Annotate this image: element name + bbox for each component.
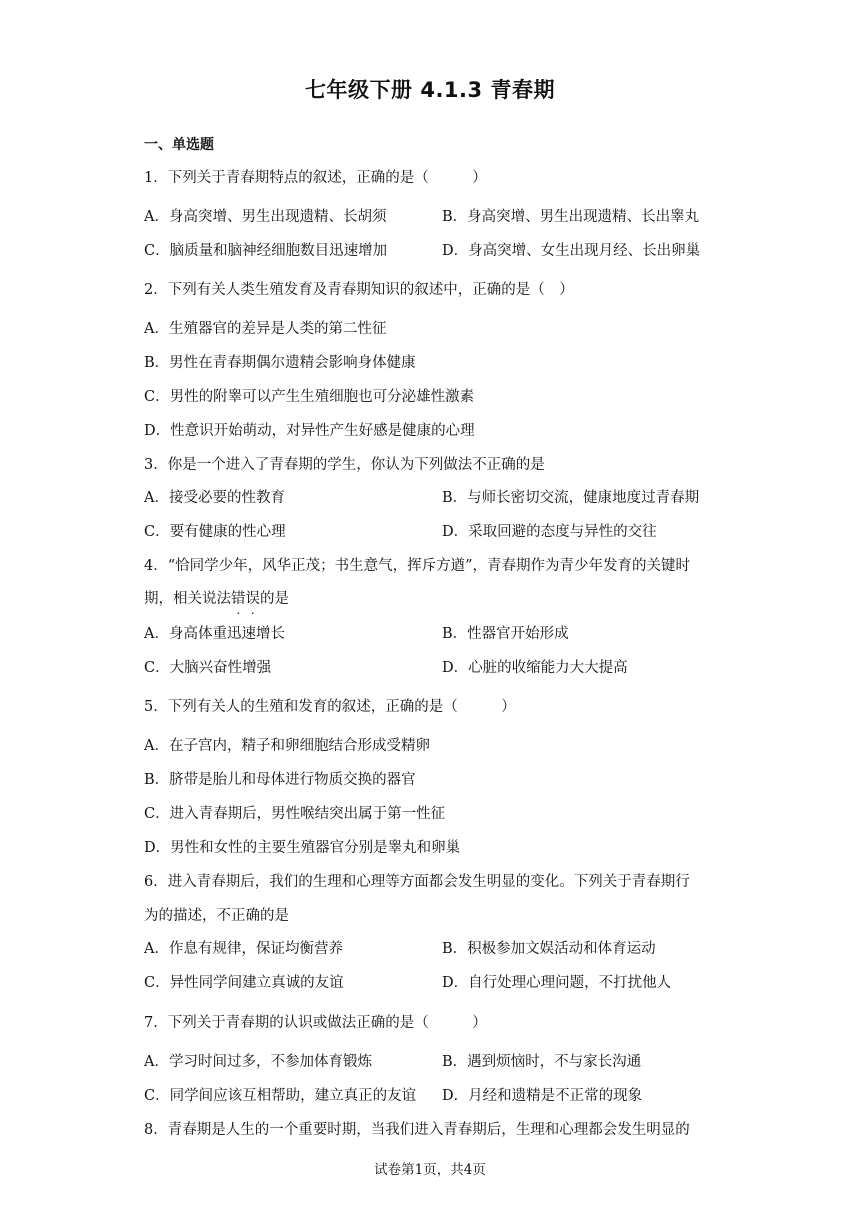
question-1-option-a: A．身高突增、男生出现遗精、长胡须 [144, 209, 387, 225]
question-6-option-b: B．积极参加文娱活动和体育运动 [442, 941, 656, 957]
question-2-option-c: C．男性的附睾可以产生生殖细胞也可分泌雄性激素 [144, 389, 475, 405]
question-2-stem: 2．下列有关人类生殖发育及青春期知识的叙述中，正确的是（ ） [144, 282, 574, 298]
question-2-option-a: A．生殖器官的差异是人类的第二性征 [144, 321, 387, 337]
question-1-option-d: D．身高突增、女生出现月经、长出卵巢 [442, 243, 701, 259]
section-heading: 一、单选题 [144, 137, 214, 153]
emphasis-char: 误 [245, 591, 260, 607]
question-4-stem-text: 的是 [260, 591, 289, 607]
question-3-option-c: C．要有健康的性心理 [144, 524, 286, 540]
question-6-stem-line-1: 6．进入青春期后，我们的生理和心理等方面都会发生明显的变化。下列关于青春期行 [144, 874, 690, 890]
page-title: 七年级下册 4.1.3 青春期 [305, 78, 555, 102]
question-5-option-c: C．进入青春期后，男性喉结突出属于第一性征 [144, 806, 446, 822]
question-5-option-a: A．在子宫内，精子和卵细胞结合形成受精卵 [144, 738, 430, 754]
question-6-option-c: C．异性同学间建立真诚的友谊 [144, 975, 344, 991]
question-7-option-c: C．同学间应该互相帮助，建立真正的友谊 [144, 1088, 417, 1104]
question-3-option-a: A．接受必要的性教育 [144, 490, 285, 506]
question-4-option-c: C．大脑兴奋性增强 [144, 660, 272, 676]
question-6-stem-line-2: 为的描述，不正确的是 [144, 908, 289, 924]
question-1-option-c: C．脑质量和脑神经细胞数目迅速增加 [144, 243, 388, 259]
emphasis-char: 错 [231, 591, 246, 607]
question-4-stem-text: 期，相关说法 [144, 591, 231, 607]
question-3-option-b: B．与师长密切交流，健康地度过青春期 [442, 490, 700, 506]
question-4-option-a: A．身高体重迅速增长 [144, 626, 285, 642]
question-2-option-b: B．男性在青春期偶尔遗精会影响身体健康 [144, 355, 416, 371]
question-4-option-b: B．性器官开始形成 [442, 626, 569, 642]
question-5-option-d: D．男性和女性的主要生殖器官分别是睾丸和卵巢 [144, 840, 461, 856]
question-4-option-d: D．心脏的收缩能力大大提高 [442, 660, 628, 676]
question-6-option-a: A．作息有规律，保证均衡营养 [144, 941, 343, 957]
question-7-option-d: D．月经和遗精是不正常的现象 [442, 1088, 643, 1104]
question-7-option-a: A．学习时间过多，不参加体育锻炼 [144, 1054, 372, 1070]
question-2-option-d: D．性意识开始萌动，对异性产生好感是健康的心理 [144, 423, 475, 439]
question-1-option-b: B．身高突增、男生出现遗精、长出睾丸 [442, 209, 700, 225]
question-8-stem-line-1: 8．青春期是人生的一个重要时期，当我们进入青春期后，生理和心理都会发生明显的 [144, 1122, 690, 1138]
question-3-option-d: D．采取回避的态度与异性的交往 [442, 524, 657, 540]
question-4-stem-line-1: 4．“恰同学少年，风华正茂；书生意气，挥斥方遒”，青春期作为青少年发育的关键时 [144, 558, 691, 574]
question-7-option-b: B．遇到烦恼时，不与家长沟通 [442, 1054, 642, 1070]
question-3-stem: 3．你是一个进入了青春期的学生，你认为下列做法不正确的是 [144, 457, 545, 473]
question-5-option-b: B．脐带是胎儿和母体进行物质交换的器官 [144, 772, 416, 788]
question-1-stem: 1．下列关于青春期特点的叙述，正确的是（ ） [144, 170, 487, 186]
page-footer: 试卷第1页，共4页 [374, 1162, 486, 1178]
question-7-stem: 7．下列关于青春期的认识或做法正确的是（ ） [144, 1015, 487, 1031]
question-5-stem: 5．下列有关人的生殖和发育的叙述，正确的是（ ） [144, 699, 516, 715]
question-6-option-d: D．自行处理心理问题，不打扰他人 [442, 975, 672, 991]
question-4-stem-line-2 [144, 589, 289, 609]
